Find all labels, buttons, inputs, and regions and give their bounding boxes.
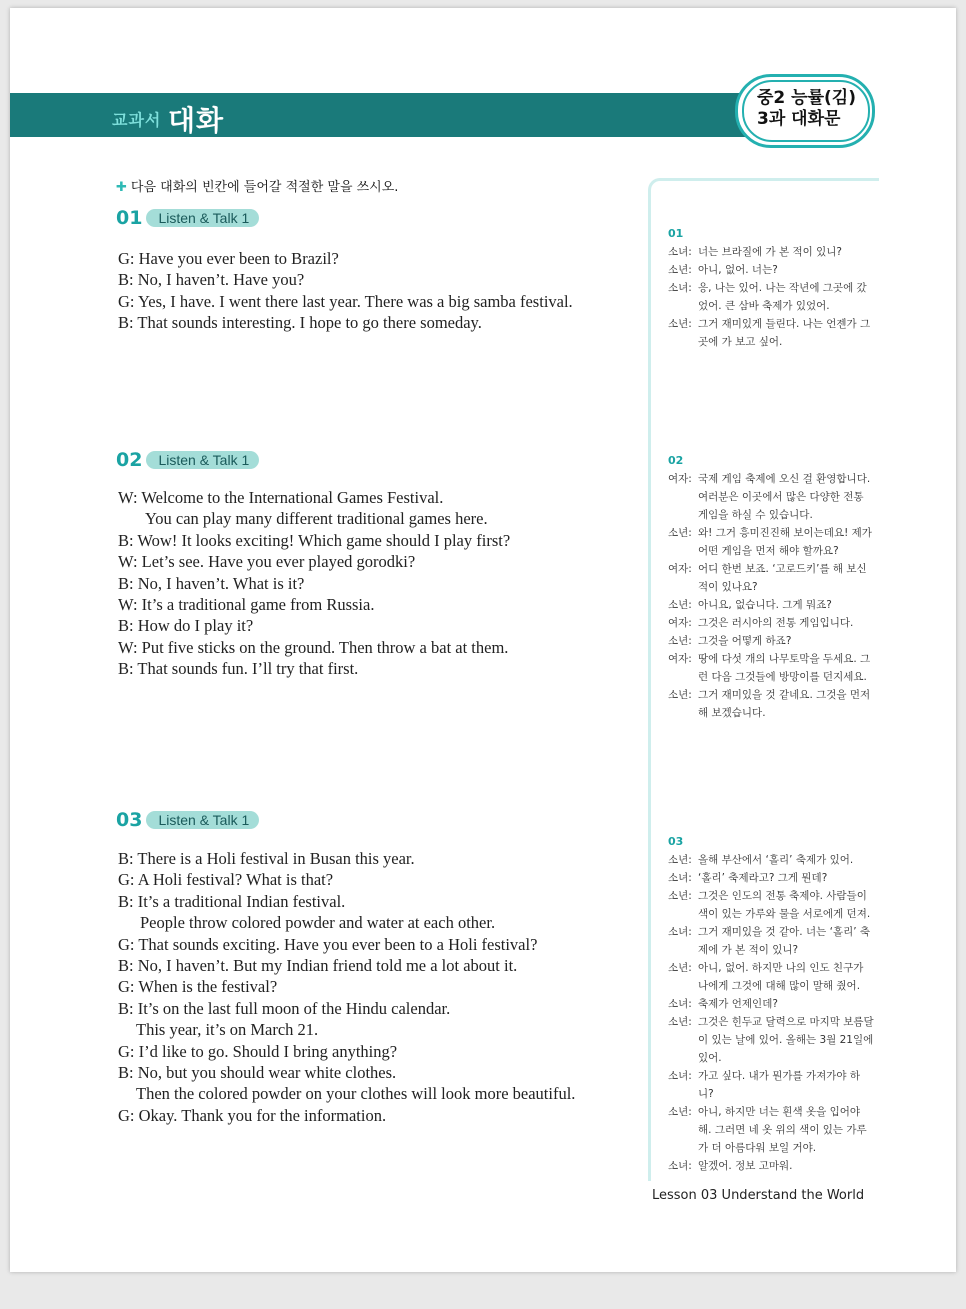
section-header-03 <box>116 809 259 831</box>
translation-text: 아니, 없어. 너는? <box>698 264 778 276</box>
speaker: 소녀: <box>668 282 692 294</box>
translation-text: 가고 싶다. 내가 뭔가를 가져가야 하니? <box>698 1070 861 1100</box>
speaker: 소년: <box>668 527 692 539</box>
translation-row <box>668 614 874 632</box>
dialog-01 <box>118 248 573 334</box>
badge-line-1: 중2 능률(김) <box>757 88 856 108</box>
translation-text: 아니, 없어. 하지만 나의 인도 친구가 나에게 그것에 대해 많이 말해 줬어. <box>698 962 864 992</box>
dialog-line: W: Put five sticks on the ground. Then throw a bat at them. <box>118 637 509 657</box>
translation-number: 02 <box>668 454 684 467</box>
dialog-line: B: No, I haven’t. Have you? <box>118 270 305 290</box>
translation-text: 올해 부산에서 ‘홀리’ 축제가 있어. <box>698 854 854 866</box>
speaker: 소녀: <box>668 1160 692 1172</box>
translation-text: 어디 한번 보죠. ‘고로드키’를 해 보신 적이 있나요? <box>698 563 867 593</box>
translation-text: 와! 그거 흥미진진해 보이는데요! 제가 어떤 게임을 먼저 해야 할까요? <box>698 527 872 557</box>
logo-big-text: 대화 <box>167 104 225 137</box>
dialog-line: G: That sounds exciting. Have you ever been to a Holi festival? <box>118 934 538 954</box>
translation-row <box>668 279 874 315</box>
dialog-line: G: Okay. Thank you for the information. <box>118 1105 387 1125</box>
section-header-01 <box>116 207 259 229</box>
dialog-line: B: No, but you should wear white clothes. <box>118 1062 397 1082</box>
speaker: 소년: <box>668 264 692 276</box>
translation-text: 알겠어. 정보 고마워. <box>698 1160 793 1172</box>
speaker: 여자: <box>668 653 692 665</box>
dialog-line: B: Wow! It looks exciting! Which game should I play first? <box>118 530 511 550</box>
translation-row <box>668 995 874 1013</box>
translation-text: 국제 게임 축제에 오신 걸 환영합니다. 여러분은 이곳에서 많은 다양한 전통 게임을 하실 수 있습니다. <box>698 473 871 521</box>
lesson-badge-text <box>757 88 856 130</box>
speaker: 여자: <box>668 563 692 575</box>
translation-number: 01 <box>668 227 684 240</box>
speaker: 소녀: <box>668 872 692 884</box>
speaker: 소년: <box>668 890 692 902</box>
section-tag: Listen & Talk 1 <box>146 811 259 829</box>
speaker: 여자: <box>668 473 692 485</box>
translation-text: 응, 나는 있어. 나는 작년에 그곳에 갔었어. 큰 삼바 축제가 있었어. <box>698 282 867 312</box>
translation-01 <box>668 225 874 351</box>
translation-03 <box>668 833 874 1175</box>
translation-text: 땅에 다섯 개의 나무토막을 두세요. 그런 다음 그것들에 방망이를 던지세요. <box>698 653 871 683</box>
translation-row <box>668 959 874 995</box>
logo <box>112 99 224 139</box>
badge-line-2: 3과 대화문 <box>757 109 841 129</box>
translation-row <box>668 1103 874 1157</box>
translation-number: 03 <box>668 835 684 848</box>
translation-row <box>668 851 874 869</box>
translation-row <box>668 1067 874 1103</box>
speaker: 소년: <box>668 1016 692 1028</box>
dialog-line: Then the colored powder on your clothes will look more beautiful. <box>136 1084 576 1104</box>
translation-row <box>668 1013 874 1067</box>
section-tag: Listen & Talk 1 <box>146 451 259 469</box>
translation-row <box>668 315 874 351</box>
dialog-line: B: That sounds fun. I’ll try that first. <box>118 659 359 679</box>
dialog-line: G: I’d like to go. Should I bring anything? <box>118 1041 398 1061</box>
translation-text: 아니요, 없습니다. 그게 뭐죠? <box>698 599 832 611</box>
dialog-line: B: How do I play it? <box>118 616 254 636</box>
dialog-line: B: It’s a traditional Indian festival. <box>118 891 346 911</box>
speaker: 소년: <box>668 318 692 330</box>
translation-row <box>668 596 874 614</box>
translation-row <box>668 470 874 524</box>
translation-text: 그것은 인도의 전통 축제야. 사람들이 색이 있는 가루와 물을 서로에게 던져. <box>698 890 871 920</box>
translation-row <box>668 686 874 722</box>
translation-row <box>668 650 874 686</box>
translation-text: 그거 재미있을 것 같아. 너는 ‘홀리’ 축제에 가 본 적이 있니? <box>698 926 871 956</box>
dialog-line: B: That sounds interesting. I hope to go there someday. <box>118 313 482 333</box>
dialog-line: W: It’s a traditional game from Russia. <box>118 594 375 614</box>
dialog-line: People throw colored powder and water at each other. <box>140 913 496 933</box>
translation-text: 그것을 어떻게 하죠? <box>698 635 792 647</box>
section-number: 02 <box>116 449 143 471</box>
speaker: 소녀: <box>668 998 692 1010</box>
dialog-line: G: When is the festival? <box>118 977 278 997</box>
instruction-text: 다음 대화의 빈칸에 들어갈 적절한 말을 쓰시오. <box>130 180 399 195</box>
dialog-line: G: Have you ever been to Brazil? <box>118 249 339 268</box>
section-header-02 <box>116 449 259 471</box>
translation-row <box>668 869 874 887</box>
dialog-line: B: It’s on the last full moon of the Hindu calendar. <box>118 998 451 1018</box>
plus-icon: ✚ <box>116 180 127 195</box>
translation-row <box>668 560 874 596</box>
translation-row <box>668 261 874 279</box>
translation-row <box>668 524 874 560</box>
dialog-line: This year, it’s on March 21. <box>136 1020 319 1040</box>
section-number: 01 <box>116 207 143 229</box>
translation-row <box>668 243 874 261</box>
translation-row <box>668 632 874 650</box>
speaker: 소년: <box>668 689 692 701</box>
translation-text: 그거 재미있을 것 같네요. 그것을 먼저 해 보겠습니다. <box>698 689 871 719</box>
speaker: 소녀: <box>668 926 692 938</box>
instruction <box>116 176 398 195</box>
page-footer: Lesson 03 Understand the World <box>652 1188 865 1203</box>
translation-text: 그것은 힌두교 달력으로 마지막 보름달이 있는 날에 있어. 올해는 3월 21일에 있어. <box>698 1016 874 1064</box>
dialog-line: B: No, I haven’t. But my Indian friend told me a lot about it. <box>118 955 518 975</box>
translation-row <box>668 923 874 959</box>
speaker: 소년: <box>668 962 692 974</box>
translation-text: 아니, 하지만 너는 흰색 옷을 입어야 해. 그러면 네 옷 위의 색이 있는 가루가 더 아름다워 보일 거야. <box>698 1106 867 1154</box>
dialog-line: G: Yes, I have. I went there last year. There was a big samba festival. <box>118 291 573 311</box>
speaker: 소년: <box>668 854 692 866</box>
translation-text: 그거 재미있게 들린다. 나는 언젠가 그곳에 가 보고 싶어. <box>698 318 871 348</box>
dialog-line: B: There is a Holi festival in Busan this year. <box>118 849 415 868</box>
section-tag: Listen & Talk 1 <box>146 209 259 227</box>
translation-text: ‘홀리’ 축제라고? 그게 뭔데? <box>698 872 828 884</box>
section-number: 03 <box>116 809 143 831</box>
logo-small-text: 교과서 <box>112 110 162 130</box>
speaker: 여자: <box>668 617 692 629</box>
translation-02 <box>668 452 874 722</box>
speaker: 소녀: <box>668 246 692 258</box>
dialog-line: W: Welcome to the International Games Festival. <box>118 488 444 507</box>
speaker: 소년: <box>668 1106 692 1118</box>
dialog-line: B: No, I haven’t. What is it? <box>118 573 305 593</box>
speaker: 소년: <box>668 635 692 647</box>
translation-text: 그것은 러시아의 전통 게임입니다. <box>698 617 854 629</box>
dialog-line: W: Let’s see. Have you ever played gorodki? <box>118 552 416 572</box>
speaker: 소녀: <box>668 1070 692 1082</box>
dialog-line: G: A Holi festival? What is that? <box>118 870 334 890</box>
dialog-03 <box>118 848 575 1126</box>
translation-row <box>668 1157 874 1175</box>
translation-text: 너는 브라질에 가 본 적이 있니? <box>698 246 842 258</box>
translation-row <box>668 887 874 923</box>
dialog-line: You can play many different traditional games here. <box>145 509 488 529</box>
speaker: 소년: <box>668 599 692 611</box>
translation-text: 축제가 언제인데? <box>698 998 778 1010</box>
dialog-02 <box>118 487 510 680</box>
